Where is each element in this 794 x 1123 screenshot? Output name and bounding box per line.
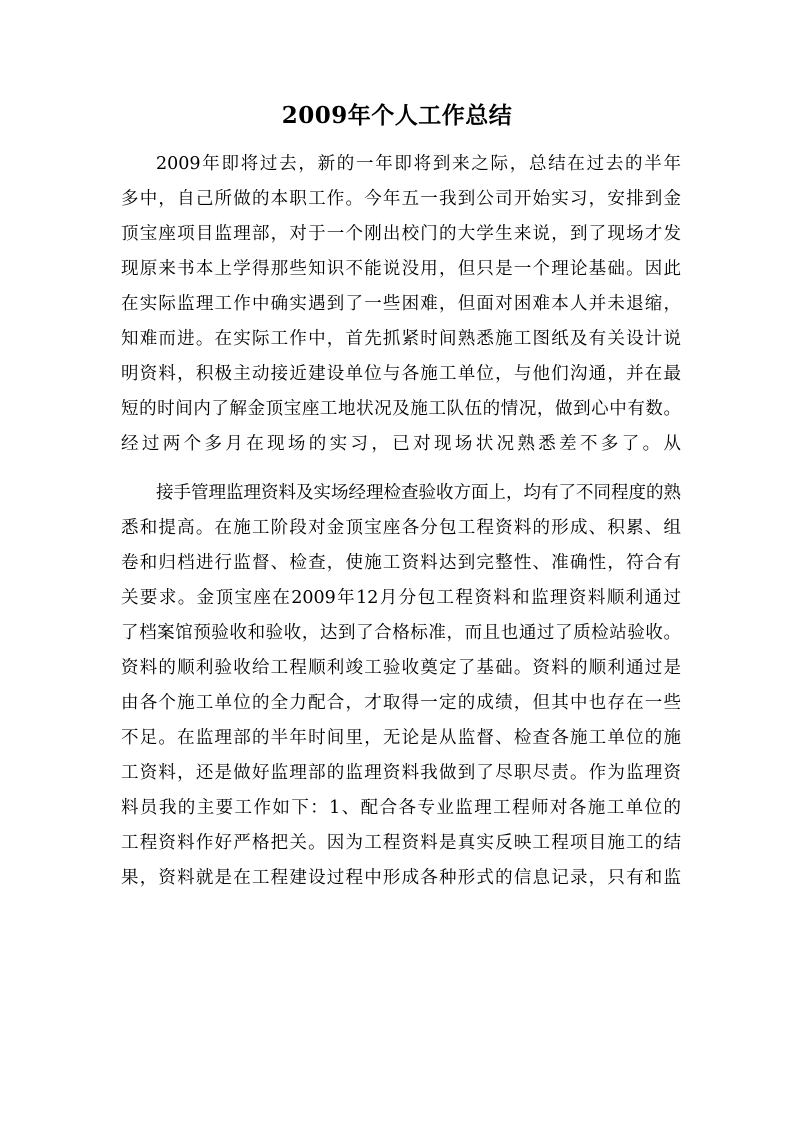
paragraph-line: 果，资料就是在工程建设过程中形成各种形式的信息记录，只有和监: [121, 868, 681, 888]
paragraph-line: 多中，自己所做的本职工作。今年五一我到公司开始实习，安排到金: [121, 189, 681, 209]
paragraph-line: 关要求。金顶宝座在2009年12月分包工程资料和监理资料顺利通过: [121, 588, 681, 608]
paragraph-line: 在实际监理工作中确实遇到了一些困难，但面对困难本人并未退缩，: [121, 294, 681, 314]
paragraph-line: 2009年即将过去，新的一年即将到来之际，总结在过去的半年: [156, 154, 681, 174]
paragraph-line: 不足。在监理部的半年时间里，无论是从监督、检查各施工单位的施: [121, 728, 681, 748]
paragraph-line: 经过两个多月在现场的实习，已对现场状况熟悉差不多了。从: [121, 434, 681, 454]
paragraph-line: 顶宝座项目监理部，对于一个刚出校门的大学生来说，到了现场才发: [121, 224, 681, 244]
paragraph-line: 明资料，积极主动接近建设单位与各施工单位，与他们沟通，并在最: [121, 364, 681, 384]
paragraph-line: 工程资料作好严格把关。因为工程资料是真实反映工程项目施工的结: [121, 833, 681, 853]
paragraph-line: 由各个施工单位的全力配合，才取得一定的成绩，但其中也存在一些: [121, 693, 681, 713]
paragraph-line: 接手管理监理资料及实场经理检查验收方面上，均有了不同程度的熟: [156, 483, 681, 503]
paragraph-line: 知难而进。在实际工作中，首先抓紧时间熟悉施工图纸及有关设计说: [121, 329, 681, 349]
paragraph-line: 了档案馆预验收和验收，达到了合格标准，而且也通过了质检站验收。: [121, 623, 681, 643]
paragraph-line: 工资料，还是做好监理部的监理资料我做到了尽职尽责。作为监理资: [121, 763, 681, 783]
paragraph-line: 悉和提高。在施工阶段对金顶宝座各分包工程资料的形成、积累、组: [121, 518, 681, 538]
paragraph-line: 资料的顺利验收给工程顺利竣工验收奠定了基础。资料的顺利通过是: [121, 658, 681, 678]
document-title: 2009年个人工作总结: [281, 102, 513, 129]
paragraph-line: 卷和归档进行监督、检查，使施工资料达到完整性、准确性，符合有: [121, 553, 681, 573]
paragraph-line: 短的时间内了解金顶宝座工地状况及施工队伍的情况，做到心中有数。: [121, 399, 681, 419]
paragraph-line: 料员我的主要工作如下：1、配合各专业监理工程师对各施工单位的: [121, 798, 681, 818]
paragraph-line: 现原来书本上学得那些知识不能说没用，但只是一个理论基础。因此: [121, 259, 681, 279]
